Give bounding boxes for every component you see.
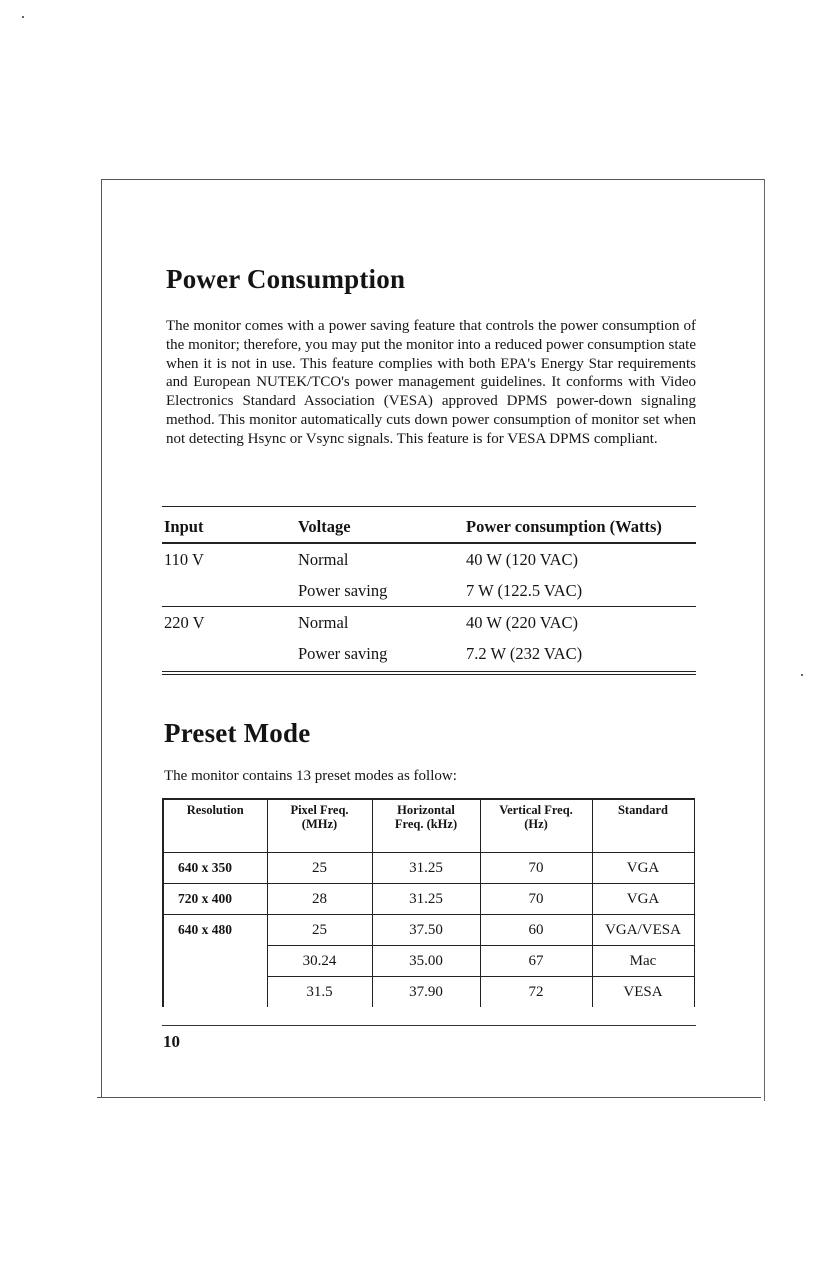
- table-header-row: [162, 507, 696, 542]
- cell-vertical-freq: 60: [480, 915, 592, 946]
- table-bottom-rule-double: [162, 674, 696, 675]
- header-input: Input: [164, 517, 204, 536]
- header-vertical-freq: Vertical Freq. (Hz): [480, 799, 592, 853]
- row-voltage: Normal: [298, 613, 349, 632]
- cell-standard: VESA: [592, 977, 694, 1008]
- row-voltage: Power saving: [298, 581, 388, 600]
- power-consumption-paragraph: The monitor comes with a power saving feature that controls the power consumption of the monitor; therefore, you may put the monitor into a reduced power consumption state when it is not in use. This feature complies with both EPA's Energy Star requirements and European NUTEK/TCO's power management guidelines. It conforms with Video Electronics Standard Association (VESA) approved DPMS power-down signaling method. This monitor automatically cuts down power consumption of monitor set when not detecting Hsync or Vsync signals. This feature is for VESA DPMS compliant.: [166, 318, 696, 447]
- preset-mode-intro: The monitor contains 13 preset modes as follow:: [164, 768, 457, 784]
- page-frame-top: [101, 179, 765, 180]
- header-power: Power consumption (Watts): [466, 517, 662, 536]
- page-number: 10: [163, 1032, 180, 1051]
- header-pixel-freq: Pixel Freq. (MHz): [267, 799, 372, 853]
- cell-standard: VGA/VESA: [592, 915, 694, 946]
- table-bottom-rule: [162, 671, 696, 672]
- page-frame-right: [764, 179, 765, 1101]
- row-power: 7 W (122.5 VAC): [466, 581, 583, 600]
- cell-vertical-freq: 70: [480, 853, 592, 884]
- cell-pixel-freq: 25: [267, 915, 372, 946]
- table-row: [163, 915, 694, 946]
- preset-mode-table: [162, 798, 695, 1007]
- cell-resolution: [163, 977, 267, 1008]
- table-row: [162, 544, 696, 575]
- cell-resolution: [163, 946, 267, 977]
- row-input: 220 V: [164, 613, 205, 632]
- row-voltage: Normal: [298, 550, 349, 569]
- cell-horizontal-freq: 31.25: [372, 884, 480, 915]
- cell-horizontal-freq: 37.50: [372, 915, 480, 946]
- table-row: [163, 946, 694, 977]
- row-power: 40 W (220 VAC): [466, 613, 579, 632]
- scan-speck: [22, 16, 24, 18]
- cell-vertical-freq: 72: [480, 977, 592, 1008]
- cell-standard: Mac: [592, 946, 694, 977]
- cell-vertical-freq: 67: [480, 946, 592, 977]
- cell-vertical-freq: 70: [480, 884, 592, 915]
- table-row: [162, 575, 696, 606]
- row-input: 110 V: [164, 550, 204, 569]
- cell-pixel-freq: 31.5: [267, 977, 372, 1008]
- table-header-row: [163, 799, 694, 853]
- cell-horizontal-freq: 31.25: [372, 853, 480, 884]
- power-consumption-heading: Power Consumption: [166, 264, 406, 294]
- cell-horizontal-freq: 35.00: [372, 946, 480, 977]
- row-voltage: Power saving: [298, 644, 388, 663]
- table-row: [163, 853, 694, 884]
- cell-pixel-freq: 30.24: [267, 946, 372, 977]
- cell-horizontal-freq: 37.90: [372, 977, 480, 1008]
- cell-pixel-freq: 28: [267, 884, 372, 915]
- table-row: [162, 638, 696, 669]
- row-power: 40 W (120 VAC): [466, 550, 579, 569]
- scan-speck: [801, 674, 803, 676]
- cell-resolution: 640 x 480: [163, 915, 267, 946]
- cell-pixel-freq: 25: [267, 853, 372, 884]
- cell-resolution: 720 x 400: [163, 884, 267, 915]
- header-standard: Standard: [592, 799, 694, 853]
- power-consumption-table: [162, 506, 696, 675]
- table-row: [163, 884, 694, 915]
- cell-standard: VGA: [592, 884, 694, 915]
- preset-mode-heading: Preset Mode: [164, 718, 311, 748]
- page-frame-bottom: [97, 1097, 761, 1098]
- row-power: 7.2 W (232 VAC): [466, 644, 583, 663]
- cell-resolution: 640 x 350: [163, 853, 267, 884]
- header-horizontal-freq: Horizontal Freq. (kHz): [372, 799, 480, 853]
- table-row: [162, 607, 696, 638]
- cell-standard: VGA: [592, 853, 694, 884]
- header-resolution: Resolution: [163, 799, 267, 853]
- footer-rule: [162, 1025, 696, 1026]
- header-voltage: Voltage: [298, 517, 351, 536]
- page-frame-left: [101, 179, 102, 1097]
- table-row: [163, 977, 694, 1008]
